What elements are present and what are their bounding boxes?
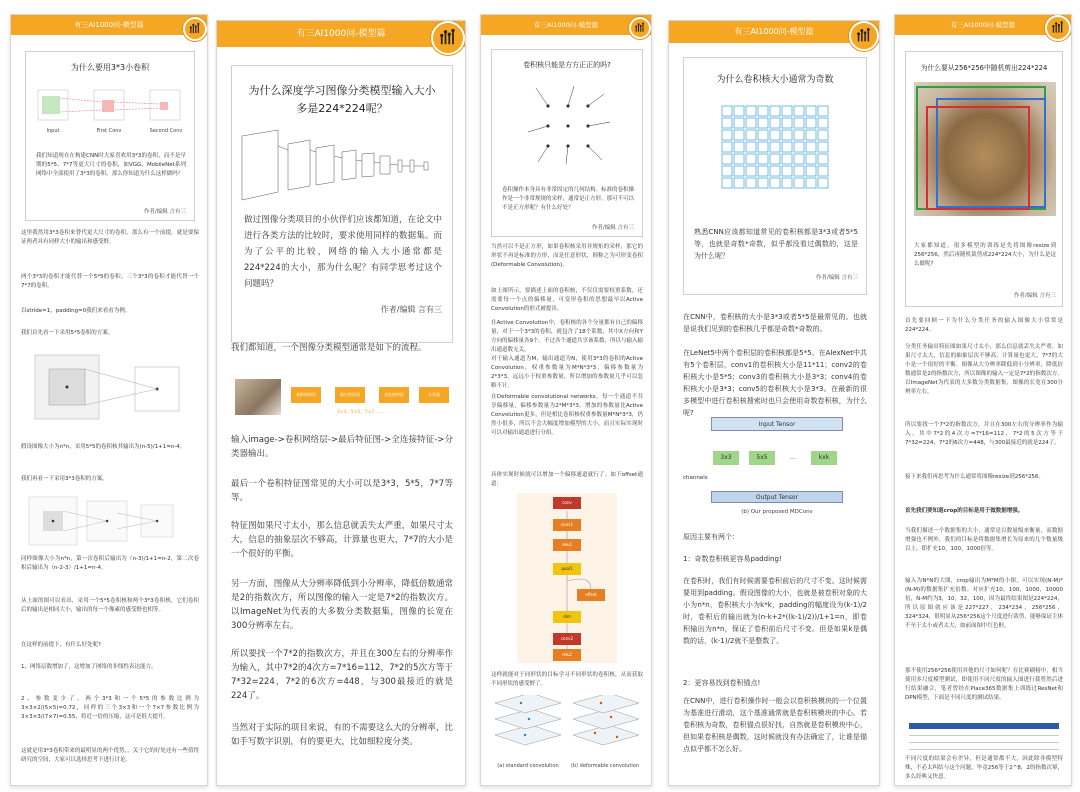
grid-cell [722,166,732,176]
card-header: 有三AI1000问-模型篇 [895,15,1071,35]
grid-cell [722,154,732,164]
paragraph: 1：奇数卷积核更容易padding! [683,555,782,563]
grid-cell [806,106,816,116]
grid-cell [770,166,780,176]
classification-flow-figure [235,377,449,423]
grid-cell [770,130,780,140]
brain-circuit-icon [1045,15,1071,41]
paragraph: 首先要回顾一下为什么分类任务的输入图像大小常常是224*224。 [905,318,1063,333]
paragraph-bold: 首先我们要知道crop的目标是用于做数据增强。 [905,508,1024,514]
table-header [909,723,1059,729]
paragraph: 2、参数变少了，两个3*3和一个5*5的参数比例为3×3×2/(5×5)=0.72，同样的三个3×3和一个7×7参数比例为3×3×3/(7×7)=0.55，将近一倍的压缩，这可是很大提升。 [21,696,199,720]
card-header: 有三AI1000问-模型篇 [669,21,879,43]
flow-box: 分类器 [419,387,449,403]
grid-cell [770,118,780,128]
paragraph: 在LeNet5中两个卷积层的卷积核都是5*5。在AlexNet中共有5个卷积层，conv1的卷积核大小是11*11；conv2的卷积核大小是5*5；conv3的卷积核大小是3*3；conv4的卷积核大小是3*3；conv5的卷积核大小是3*3。在最新的很多模型中进行卷积核搜索时也只会使用奇数卷积核，为什么呢? [683,349,867,417]
paragraph: 在Deformable convolutional networks，每一个通道不共享偏移量，偏移参数量为2*M*3*3，增加的参数量比Active Convolution更多，但是相比卷积核权重参数量M*N*3*3，仍然小很多，所以不会大幅度增加模型的大小，而且实际实现时可以对输出通道进行分组。 [491,394,643,436]
grid-cell [818,166,828,176]
intro-text: 卷积操作本身具有非常固定的几何结构。标准的卷积操作是一个非常规规的采样，通常是正方形，那可不可以不是正方形呢？有什么好处？ [502,187,634,211]
paragraph: 当我们描述一个数据集的大小，通常是以数量级来衡量，而数据增强也不例外，我们的目标是将数据集增长为原来的几个数量级以上，即扩充10，100，1000倍等。 [905,528,1063,552]
fig-label-second: Second Conv [149,128,183,134]
table-row [909,745,1059,750]
grid-cell [734,106,744,116]
grid-cell [818,106,828,116]
paragraph: 两个3*3的卷积才能代替一个5*5的卷积；三个3*3的卷积才能代替一个7*7的卷积。 [21,274,199,289]
brain-circuit-icon [431,21,465,55]
channels-label: channels [683,475,708,481]
grid-cell [734,118,744,128]
kernel-box: kxk [811,451,837,465]
grid-cell [806,130,816,140]
paragraph: 假设图像大小为n*n，采用5*5的卷积核其输出为(n-5)/1+1=n-4。 [21,444,186,450]
grid-cell [746,130,756,140]
net-node: dim [553,611,581,623]
crop-box-red [926,106,1030,210]
table-row [909,731,1059,736]
kernel-box: 3x3 [713,451,739,465]
paragraph: 原因主要有两个： [683,533,739,541]
flow-box: 最后特征图 [335,387,365,403]
paragraph: 在这样的前提下，有什么好处呢? [21,642,101,648]
kernel-grid-figure [698,96,854,216]
grid-cell [722,118,732,128]
grid-cell [770,178,780,188]
grid-cell [818,118,828,128]
paragraph: 对于输入通道为M，输出通道为N，使用3*3的卷积的Active Convolution，权重参数量为M*N*3*3，偏移参数量为2*3*3，远远小于权重参数量，所以增加的参数量几乎可以忽略不计。 [491,356,643,389]
paragraph: 当然可以不是正方形，如果卷积核采用非规矩的采样，那它的形状不再是标准的方形，而是任意形状，则称之为可形变卷积 (Deformable Convolution)。 [491,244,643,268]
conv5x5-figure [31,347,191,435]
paragraph: 以stride=1，padding=0我们来看看为例。 [21,308,131,314]
intro-text: 大家都知道，很多模型的训练是先将图像resize到256*256，然后再随机裁剪成224*224大小，为什么是这么做呢? [914,243,1056,267]
grid-cell [794,118,804,128]
card-header: 有三AI1000问-模型篇 [217,21,465,47]
cnn-architecture-figure [238,126,448,206]
grid-cell [722,178,732,188]
author-line: 作者/编辑 言有三 [1013,293,1056,299]
grid-cell [770,154,780,164]
grid-cell [806,118,816,128]
card-header: 有三AI1000问-模型篇 [11,15,207,35]
grid-cell [746,166,756,176]
intro-box [25,51,195,221]
card-224-input [216,20,466,786]
paragraph: 所以要找一个7*2的指数次方，并且在300左右的分辨率作为输入，其中7*2的4次方=7*16=112，7*2的5次方等于7*32=224，7*2的6次方=448，与300最接近的就是224了。 [231,649,453,701]
grid-cell [794,106,804,116]
card-odd-kernel [668,20,880,786]
grid-cell [818,130,828,140]
net-node: conv1 [553,519,581,531]
intro-text: 我们知道现在在构建CNN时大家喜欢用3*3的卷积，而不是早期的5*5、7*7等更大尺寸的卷积，如VGG、MobileNet系列网络中全部使用了3*3的卷积。那么你知道为什么这样做吗？ [36,153,186,177]
grid-cell [734,142,744,152]
grid-cell [734,178,744,188]
grid-cell [758,166,768,176]
intro-text: 熟悉CNN应该都知道常见的卷积核都是3*3或者5*5等，也就是奇数*奇数，似乎都没看过偶数的，这是为什么呢？ [694,228,858,260]
intro-box [683,57,867,295]
grid-cell [734,166,744,176]
paragraph: 特征图如果尺寸太小，那么信息就丢失太严重，如果尺寸太大，信息的抽象层次不够高，计算量也更大，7*7的大小是一个很好的平衡。 [231,521,453,559]
paragraph: 在CNN中，卷积核的大小是3*3或者5*5是最常见的。也就是说我们见到的卷积核几乎都是奇数*奇数的。 [683,313,867,333]
card-header: 有三AI1000问-模型篇 [481,15,651,35]
grid-cell [782,130,792,140]
grid-cell [758,106,768,116]
paragraph: 这里我然用3*3卷积来替代更大尺寸的卷积，那么有一个前提，就是要保证两者具有同样大小的输出和感受野。 [21,230,199,245]
flow-box: 卷积网络层 [291,387,321,403]
net-node: pool1 [553,563,581,575]
grid-cell [794,142,804,152]
grid-cell [770,142,780,152]
grid-cell [746,178,756,188]
grid-cell [758,178,768,188]
kernel-box: 5x5 [749,451,775,465]
input-tensor: Input Tensor [711,417,843,431]
net-node: conv2 [553,633,581,645]
fig-label-first: First Conv [96,128,122,134]
paragraph: 当然对于实际的项目来说，有的不需要这么大的分辨率，比如手写数字识别，有的要更大，比如细粒度分类。 [231,723,453,747]
flow-label: 3×3，5×5，7×7…… [336,410,384,415]
grid-cell [794,178,804,188]
grid-cell [818,142,828,152]
paragraph: 在CNN中，进行卷积操作时一般会以卷积核模块的一个位置为基准进行滑动，这个基准通常就是卷积核模块的中心。若卷积核为奇数，卷积锚点很好找，自然就是卷积模块中心，但如果卷积核是偶数，这时候就没有办法确定了，让谁是锚点似乎都不怎么好。 [683,697,867,753]
grid-cell [782,166,792,176]
paragraph: 分类任务输出特征图如果尺寸太小，那么信息就丢失太严重，如果尺寸太大，信息的抽象层次不够高，计算量也更大，7*7的大小是一个很好的平衡。图像从大分辨率降低到小分辨率，降低倍数通常是2的指数次方，所以图像的输入一定是7*2的指数次方。以ImageNet为代表的大多数分类数据集，图像的长宽在300分辨率左右。 [905,344,1063,395]
grid-cell [722,106,732,116]
paragraph: 输入为N*N的大图，crop输出为M*M的小图，可以实现(N-M)*(N-M)的数据集扩充倍数。对应扩充10，100，1000，10000倍，N-M约为3，10，32，100，因为最终结果图是224*224，所以原图就应该是227*227，234*234，256*256，324*324，很明显从256*256这个尺度进行裁剪，能够保证主体不至于太小或者太大，如前面图中红色框。 [905,578,1063,629]
paragraph: 输入image->卷积网络层->最后特征图->全连接特征->分类器输出。 [231,435,453,459]
paragraph: 另一方面，图像从大分辨率降低到小分辨率，降低倍数通常是2的指数次方，所以图像的输入一定是7*2的指数次方。以ImageNet为代表的大多数分类数据集，图像的长宽在300分辨率左右。 [231,579,453,631]
grid-cell [722,130,732,140]
intro-box [491,49,643,237]
grid-cell [722,142,732,152]
paragraph: 如上图所示，要描述上面的卷积核，不仅仅需要权重系数，还需要每一个点的偏移量，可变形卷积的思想最早以Active Convolution的形式被提出。 [491,288,643,312]
card-3x3-conv [10,14,208,786]
paragraph: 最后一个卷积特征图常见的大小可以是3*3，5*5，7*7等等。 [231,479,453,503]
net-node: relu1 [553,539,581,551]
grid-cell [818,178,828,188]
offset-network-figure [517,493,617,663]
brain-circuit-icon [849,21,879,51]
flow-box: 全连接特征 [379,387,409,403]
author-line: 作者/编辑 言有三 [143,209,186,215]
author-line: 作者/编辑 言有三 [380,305,442,314]
brain-circuit-icon [183,17,207,41]
author-line: 作者/编辑 言有三 [815,275,858,281]
brain-circuit-icon [629,17,651,39]
card-title: 卷积核只能是方方正正的吗? [523,61,611,69]
paragraph: 1、网络层数增加了，这增加了网络的非线性表达能力。 [21,664,157,670]
paragraph: 这就是用3*3卷积带来的最明显的两个优势，，关于它的好处还有一些值得研究的空间，大家可以选择思考下进行讨论。 [21,748,199,763]
grid-cell [782,178,792,188]
paragraph: 我们再看一下采用3*3卷积的方案。 [21,476,108,482]
grid-cell [806,166,816,176]
grid-cell [758,154,768,164]
net-node: conv [553,497,581,509]
grid-cell [734,130,744,140]
paragraph: 同样图像大小为n*n，第一次卷积后输出为（n-3)/1+1=n-2，第二次卷积后输出为（n-2-3）/1+1=n-4。 [21,556,199,571]
grid-cell [746,118,756,128]
grid-cell [794,154,804,164]
deformable-kernel-figure [518,76,618,166]
fig-label-input: Input [46,128,60,134]
grid-cell [770,106,780,116]
card-title: 为什么深度学习图像分类模型输入大小多是224*224呢？ [248,84,436,115]
fig-caption: (b) deformable convolution [571,763,639,769]
intro-text: 做过图像分类项目的小伙伴们应该都知道，在论文中进行各类方法的比较时，要求使用同样的数据集。而为了公平的比较，网络的输入大小通常都是224*224的大小，那为什么呢？有同学思考过这个问题吗？ [244,215,442,289]
results-table-figure [909,723,1059,751]
paragraph: 这样就能对于同形状的目标学习不同形状的卷积核，从而获取不同形状的感受野了。 [491,672,643,687]
net-node: offset [577,589,605,601]
cat-crop-figure [914,82,1056,216]
grid-cell [746,142,756,152]
intro-box [905,51,1063,307]
grid-cell [794,130,804,140]
card-deformable-conv [480,14,652,786]
paragraph: 我们都知道，一个图像分类模型通常是如下的流程。 [231,343,427,353]
grid-cell [782,142,792,152]
cat-photo [235,379,281,415]
card-title: 为什么要用3*3小卷积 [70,63,150,72]
fig-caption: (b) Our proposed MDConv [741,509,813,515]
author-line: 作者/编辑 言有三 [591,225,634,231]
grid-cell [758,130,768,140]
paragraph: 在卷积时，我们有时候需要卷积前后的尺寸不变。这时候需要用到padding。假设图像的大小，也就是被卷积对象的大小为n*n，卷积核大小为k*k，padding的幅度设为(k-1)/2时，卷积后的输出就为(n-k+2*((k-1)/2))/1+1=n，即卷积输出为n*n，保证了卷积前后尺寸不变。但是如果k是偶数的话，(k-1)/2就不是整数了。 [683,577,867,645]
fig-caption: (a) standard convolution [497,763,559,769]
kernel-dots: ... [790,454,796,461]
grid-cell [734,154,744,164]
paragraph: 在Active Convolution中，卷积核的各个分量都有自己的偏移量，对于一个3*3的卷积，就包含了18个系数，其中X方向和Y方向的偏移量各9个。不过各个通道共享该系数，所以与输入输出通道数无关。 [491,320,643,353]
grid-cell [794,166,804,176]
grid-cell [818,154,828,164]
card-title: 为什么要从256*256中随机剪出224*224 [920,64,1048,72]
output-tensor: Output Tensor [711,491,843,503]
paragraph: 接下来我们再思考为什么通常将图像resize到256*256。 [905,474,1044,480]
conv3x3-figure [25,493,197,551]
table-row [909,738,1059,743]
intro-box [231,65,453,343]
conv-compare-figure [491,695,643,773]
grid-cell [758,118,768,128]
paragraph: 那不使用256*256使用其他的尺寸如何呢？在比赛刷榜中，相当使用多尺度模型测试，即使用不同尺度的输入图进行裁剪然后进行结果融合，笔者曾经在Place365数据集上训练过ResNet和DPN模型，下面是不同尺度的测试结果。 [905,668,1063,701]
paragraph: 我们首先看一下采用5*5卷积的方案。 [21,330,114,336]
grid-cell [806,154,816,164]
grid-cell [782,154,792,164]
paragraph: 具体实现时候就可以增加一个偏移通道就行了。如下offset通道： [491,472,643,487]
paragraph: 不同尺度的结果会有差异，但是通常都不大，因此除非模型特殊，不必太纠结与这个问题，毕竟256等于2^8，2的指数次幂，多么经典又快意。 [905,756,1063,780]
grid-cell [746,154,756,164]
paragraph: 2：更容易找到卷积锚点! [683,679,761,687]
grid-cell [746,106,756,116]
grid-cell [806,142,816,152]
receptive-field-figure [36,82,186,142]
card-title: 为什么卷积核大小通常为奇数 [716,75,834,85]
card-random-crop [894,14,1072,786]
grid-cell [782,118,792,128]
grid-cell [806,178,816,188]
paragraph: 所以要找一个7*2的指数次方，并且在300左右的分辨率作为输入，其中7*2的4次方=7*16=112，7*2的5次方等于7*32=224，7*2的6次方=448，与300最接近的就是224了。 [905,422,1063,446]
grid-cell [758,142,768,152]
net-node: relu2 [553,649,581,661]
mdconv-figure [683,417,867,521]
grid-cell [782,106,792,116]
paragraph: 从上面的图可以看出，采用一个5*5卷积核和两个3*3卷积核，它们卷积后的输出是相同大小，输出的每一个像素的感受野也相等。 [21,598,199,613]
